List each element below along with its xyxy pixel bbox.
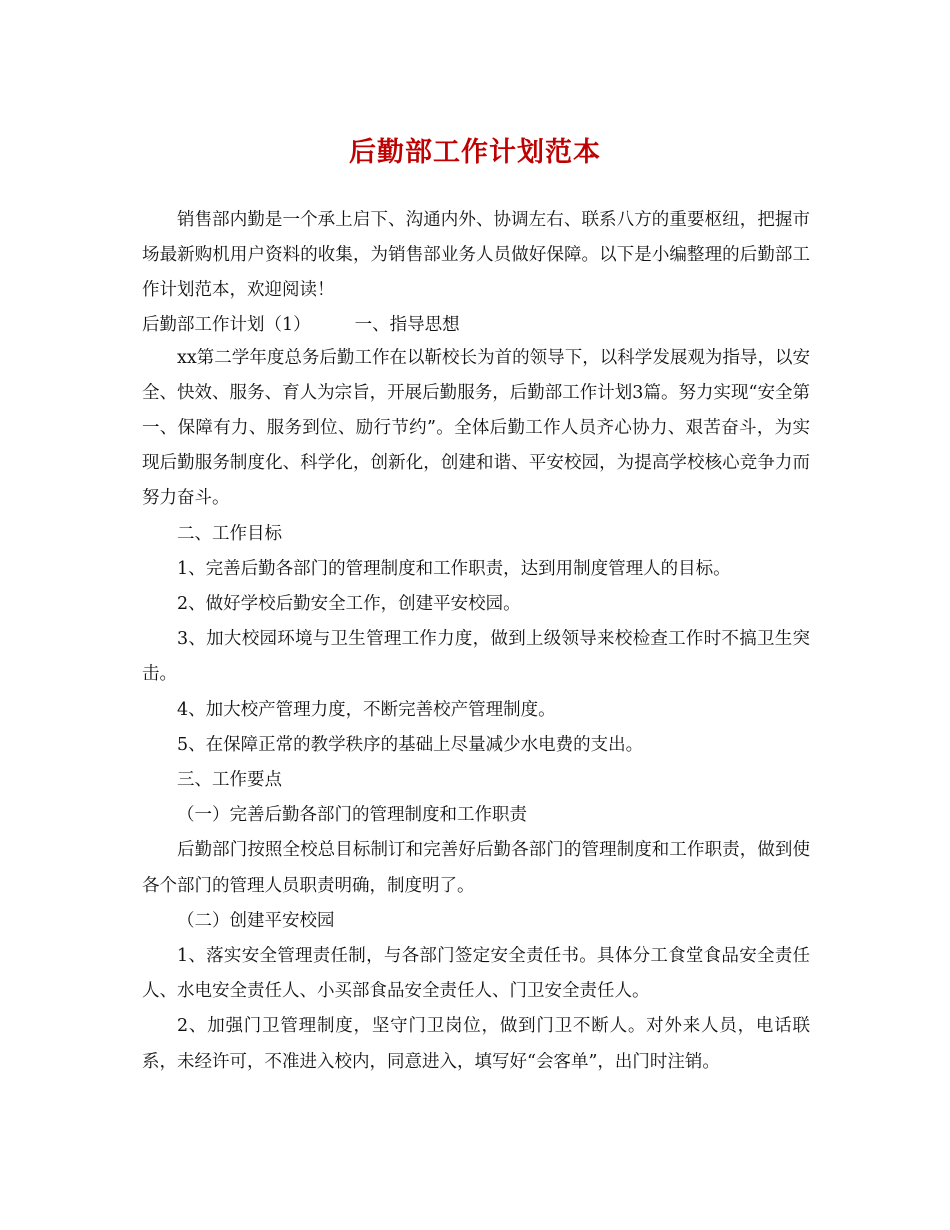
section2-heading: 二、工作目标 xyxy=(177,523,282,544)
intro-paragraph: 销售部内勤是一个承上启下、沟通内外、协调左右、联系八方的重要枢纽，把握市场最新购机用户资料的收集，为销售部业务人员做好保障。以下是小编整理的后勤部工作计划范本，欢迎阅读！ xyxy=(142,210,810,301)
plan-heading: 后勤部工作计划（1） xyxy=(142,314,311,335)
goal-item-5: 5、在保障正常的教学秩序的基础上尽量减少水电费的支出。 xyxy=(177,734,644,755)
goal-item-4: 4、加大校产管理力度，不断完善校产管理制度。 xyxy=(177,699,556,720)
subsection2-item-1: 1、落实安全管理责任制，与各部门签定安全责任书。具体分工食堂食品安全责任人、水电安全责任人、小买部食品安全责任人、门卫安全责任人。 xyxy=(142,946,810,1002)
goal-item-2: 2、做好学校后勤安全工作，创建平安校园。 xyxy=(177,594,521,615)
subsection1-body: 后勤部门按照全校总目标制订和完善好后勤各部门的管理制度和工作职责，做到使各个部门的管理人员职责明确，制度明了。 xyxy=(142,840,810,896)
subsection1-heading: （一）完善后勤各部门的管理制度和工作职责 xyxy=(177,805,527,826)
goal-item-1: 1、完善后勤各部门的管理制度和工作职责，达到用制度管理人的目标。 xyxy=(177,558,731,579)
goal-item-3: 3、加大校园环境与卫生管理工作力度，做到上级领导来校检查工作时不搞卫生突击。 xyxy=(142,629,810,685)
section1-body: xx第二学年度总务后勤工作在以靳校长为首的领导下，以科学发展观为指导，以安全、快效、服务、育人为宗旨，开展后勤服务，后勤部工作计划3篇。努力实现“安全第一、保障有力、服务到位、励行节约”。全体后勤工作人员齐心协力、艰苦奋斗，为实现后勤服务制度化、科学化，创新化，创建和谐、平安校园，为提高学校核心竞争力而努力奋斗。 xyxy=(142,347,810,509)
section1-heading: 一、指导思想 xyxy=(354,314,460,335)
subsection2-item-2: 2、加强门卫管理制度，坚守门卫岗位，做到门卫不断人。对外来人员，电话联系，未经许可，不准进入校内，同意进入，填写好“会客单”，出门时注销。 xyxy=(142,1016,810,1072)
document-body xyxy=(142,203,810,1080)
section3-heading: 三、工作要点 xyxy=(177,770,282,791)
plan-heading-line xyxy=(142,309,810,341)
subsection2-heading: （二）创建平安校园 xyxy=(177,910,335,931)
document-title: 后勤部工作计划范本 xyxy=(349,137,601,168)
